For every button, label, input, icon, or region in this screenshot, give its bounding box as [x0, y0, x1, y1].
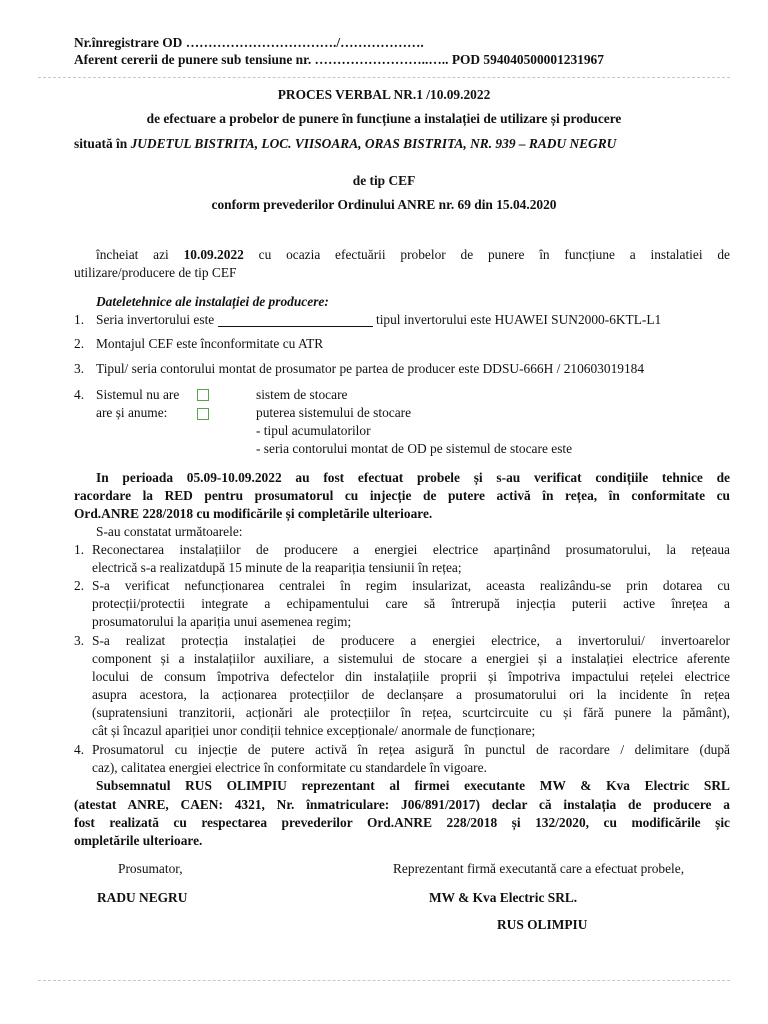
finding-3-line-1: S-a realizat protecția instalației de producere a energiei electrice, a invertorului/ invertoarelor: [92, 633, 730, 648]
finding-3-line-6: cât și încazul apariției unor condiții tehnice excepționale/ anormale de funcționare;: [92, 723, 536, 738]
pod-code: POD 594040500001231967: [451, 52, 604, 67]
registration-dots: ……………………………./……………….: [185, 35, 424, 50]
request-reference-line: [74, 51, 604, 69]
intro-text-a: încheiat azi: [96, 247, 169, 262]
finding-2-line-2: protecții/protectii integrate a echipamentului care să întrerupă injecția puterii active înrețea a: [92, 596, 730, 611]
request-dots: ……………………..…..: [314, 52, 449, 67]
intro-line-1: [74, 246, 730, 264]
finding-2-line-1: S-a verificat nefuncționarea centralei în regim insularizat, aceasta realizându-se prin dotarea cu: [92, 578, 730, 593]
inverter-serial-label: Seria invertorului este: [96, 312, 215, 327]
location-address: JUDETUL BISTRITA, LOC. VIISOARA, ORAS BISTRITA, NR. 939 – RADU NEGRU: [130, 136, 617, 151]
period-line-3: Ord.ANRE 228/2018 cu modificările și completările ulterioare.: [74, 506, 433, 521]
finding-3-line-3: locului de consum împotriva defectelor din instalațiile proprii și împotriva impactului rețelei electrice: [92, 669, 730, 684]
finding-1-line-1: Reconectarea instalațiilor de producere a energiei electrice aparținând prosumatorului, la rețeaua: [92, 542, 730, 557]
registration-number-line: [74, 34, 424, 52]
request-label: Aferent cererii de punere sub tensiune nr.: [74, 52, 312, 67]
declaration-line-2: (atestat ANRE, CAEN: 4321, Nr. înmatriculare: J06/891/2017) declar că instalația de producere a: [74, 797, 730, 812]
tech-item-2: Montajul CEF este înconformitate cu ATR: [96, 336, 324, 351]
tech-item-4-number: 4.: [74, 387, 85, 402]
storage-system-text: sistem de stocare: [256, 387, 348, 402]
tech-item-3-number: 3.: [74, 361, 85, 376]
document-subtitle: de efectuare a probelor de punere în funcțiune a instalației de utilizare și producere: [146, 111, 622, 126]
storage-power-text: puterea sistemului de stocare: [256, 405, 412, 420]
intro-date: 10.09.2022: [183, 247, 244, 262]
finding-4-line-1: Prosumatorul cu injecție de putere activă în rețea asigură în punctul de racordare / delimitare (după: [92, 742, 730, 757]
prosumer-label: Prosumator,: [118, 861, 183, 876]
tech-item-2-number: 2.: [74, 336, 85, 351]
storage-has-label: are și anume:: [96, 405, 168, 420]
finding-1-line-2: electrică s-a realizatdupă 15 minute de la reapariția tensiunii în rețea;: [92, 560, 462, 575]
finding-1-number: 1.: [74, 542, 85, 557]
declaration-line-4: ompletările ulterioare.: [74, 833, 203, 848]
document-title: PROCES VERBAL NR.1 /10.09.2022: [277, 87, 491, 102]
declaration-line-3: fost realizată cu respectarea prevederilor Ord.ANRE 228/2018 și 132/2020, cu modificările șic: [74, 815, 730, 830]
top-divider: [38, 77, 730, 78]
registration-label: Nr.înregistrare OD: [74, 35, 183, 50]
intro-line-2: utilizare/producere de tip CEF: [74, 265, 237, 280]
contractor-company: MW & Kva Electric SRL.: [429, 890, 578, 905]
contractor-representative-name: RUS OLIMPIU: [497, 917, 588, 932]
storage-meter-text: - seria contorului montat de OD pe sistemul de stocare este: [256, 441, 573, 456]
tech-item-1: [96, 311, 661, 329]
finding-2-line-3: prosumatorului la apariția unui asemenea regim;: [92, 614, 352, 629]
storage-has-checkbox[interactable]: [197, 408, 209, 420]
intro-text-b: cu ocazia efectuării probelor de punere în funcțiune a instalatiei de: [258, 247, 730, 262]
finding-2-number: 2.: [74, 578, 85, 593]
finding-3-line-4: asupra acestora, la acționarea protecțiilor de declanșare a prosumatorului ori la incidente în rețea: [92, 687, 730, 702]
regulation-reference: conform prevederilor Ordinului ANRE nr. 69 din 15.04.2020: [211, 197, 557, 212]
location-prefix: situată în: [74, 136, 128, 151]
installation-type: de tip CEF: [352, 173, 416, 188]
finding-4-line-2: caz), calitatea energiei electrice în conformitate cu standardele în vigoare.: [92, 760, 487, 775]
finding-3-number: 3.: [74, 633, 85, 648]
tech-item-1-number: 1.: [74, 312, 85, 327]
bottom-divider: [38, 980, 730, 981]
battery-type-text: - tipul acumulatorilor: [256, 423, 371, 438]
inverter-serial-blank: [218, 312, 373, 327]
technical-data-heading: Dateletehnice ale instalației de producere:: [96, 294, 329, 309]
location-line: [74, 135, 616, 153]
tech-item-3: Tipul/ seria contorului montat de prosumator pe partea de producer este DDSU-666H / 210603019184: [96, 361, 645, 376]
finding-4-number: 4.: [74, 742, 85, 757]
storage-none-label: Sistemul nu are: [96, 387, 180, 402]
inverter-type: tipul invertorului este HUAWEI SUN2000-6KTL-L1: [375, 312, 662, 327]
prosumer-name: RADU NEGRU: [97, 890, 188, 905]
finding-3-line-2: component și a instalațiilor auxiliare, a sistemului de stocare a energiei și a instalației electrice aferente: [92, 651, 730, 666]
finding-3-line-5: (supratensiuni tranzitorii, acționări ale protecțiilor în rețea, scurtcircuite cu și fără punere la pământ),: [92, 705, 730, 720]
period-line-2: racordare la RED pentru prosumatorul cu injecție de putere activă în rețea, în conformitate cu: [74, 488, 730, 503]
period-line-1: In perioada 05.09-10.09.2022 au fost efectuat probele și s-au verificat condițiile tehnice de: [96, 470, 730, 485]
declaration-line-1: Subsemnatul RUS OLIMPIU reprezentant al firmei executante MW & Kva Electric SRL: [96, 778, 730, 793]
storage-none-checkbox[interactable]: [197, 389, 209, 401]
contractor-representative-label: Reprezentant firmă executantă care a efectuat probele,: [393, 861, 685, 876]
findings-intro: S-au constatat următoarele:: [96, 524, 243, 539]
